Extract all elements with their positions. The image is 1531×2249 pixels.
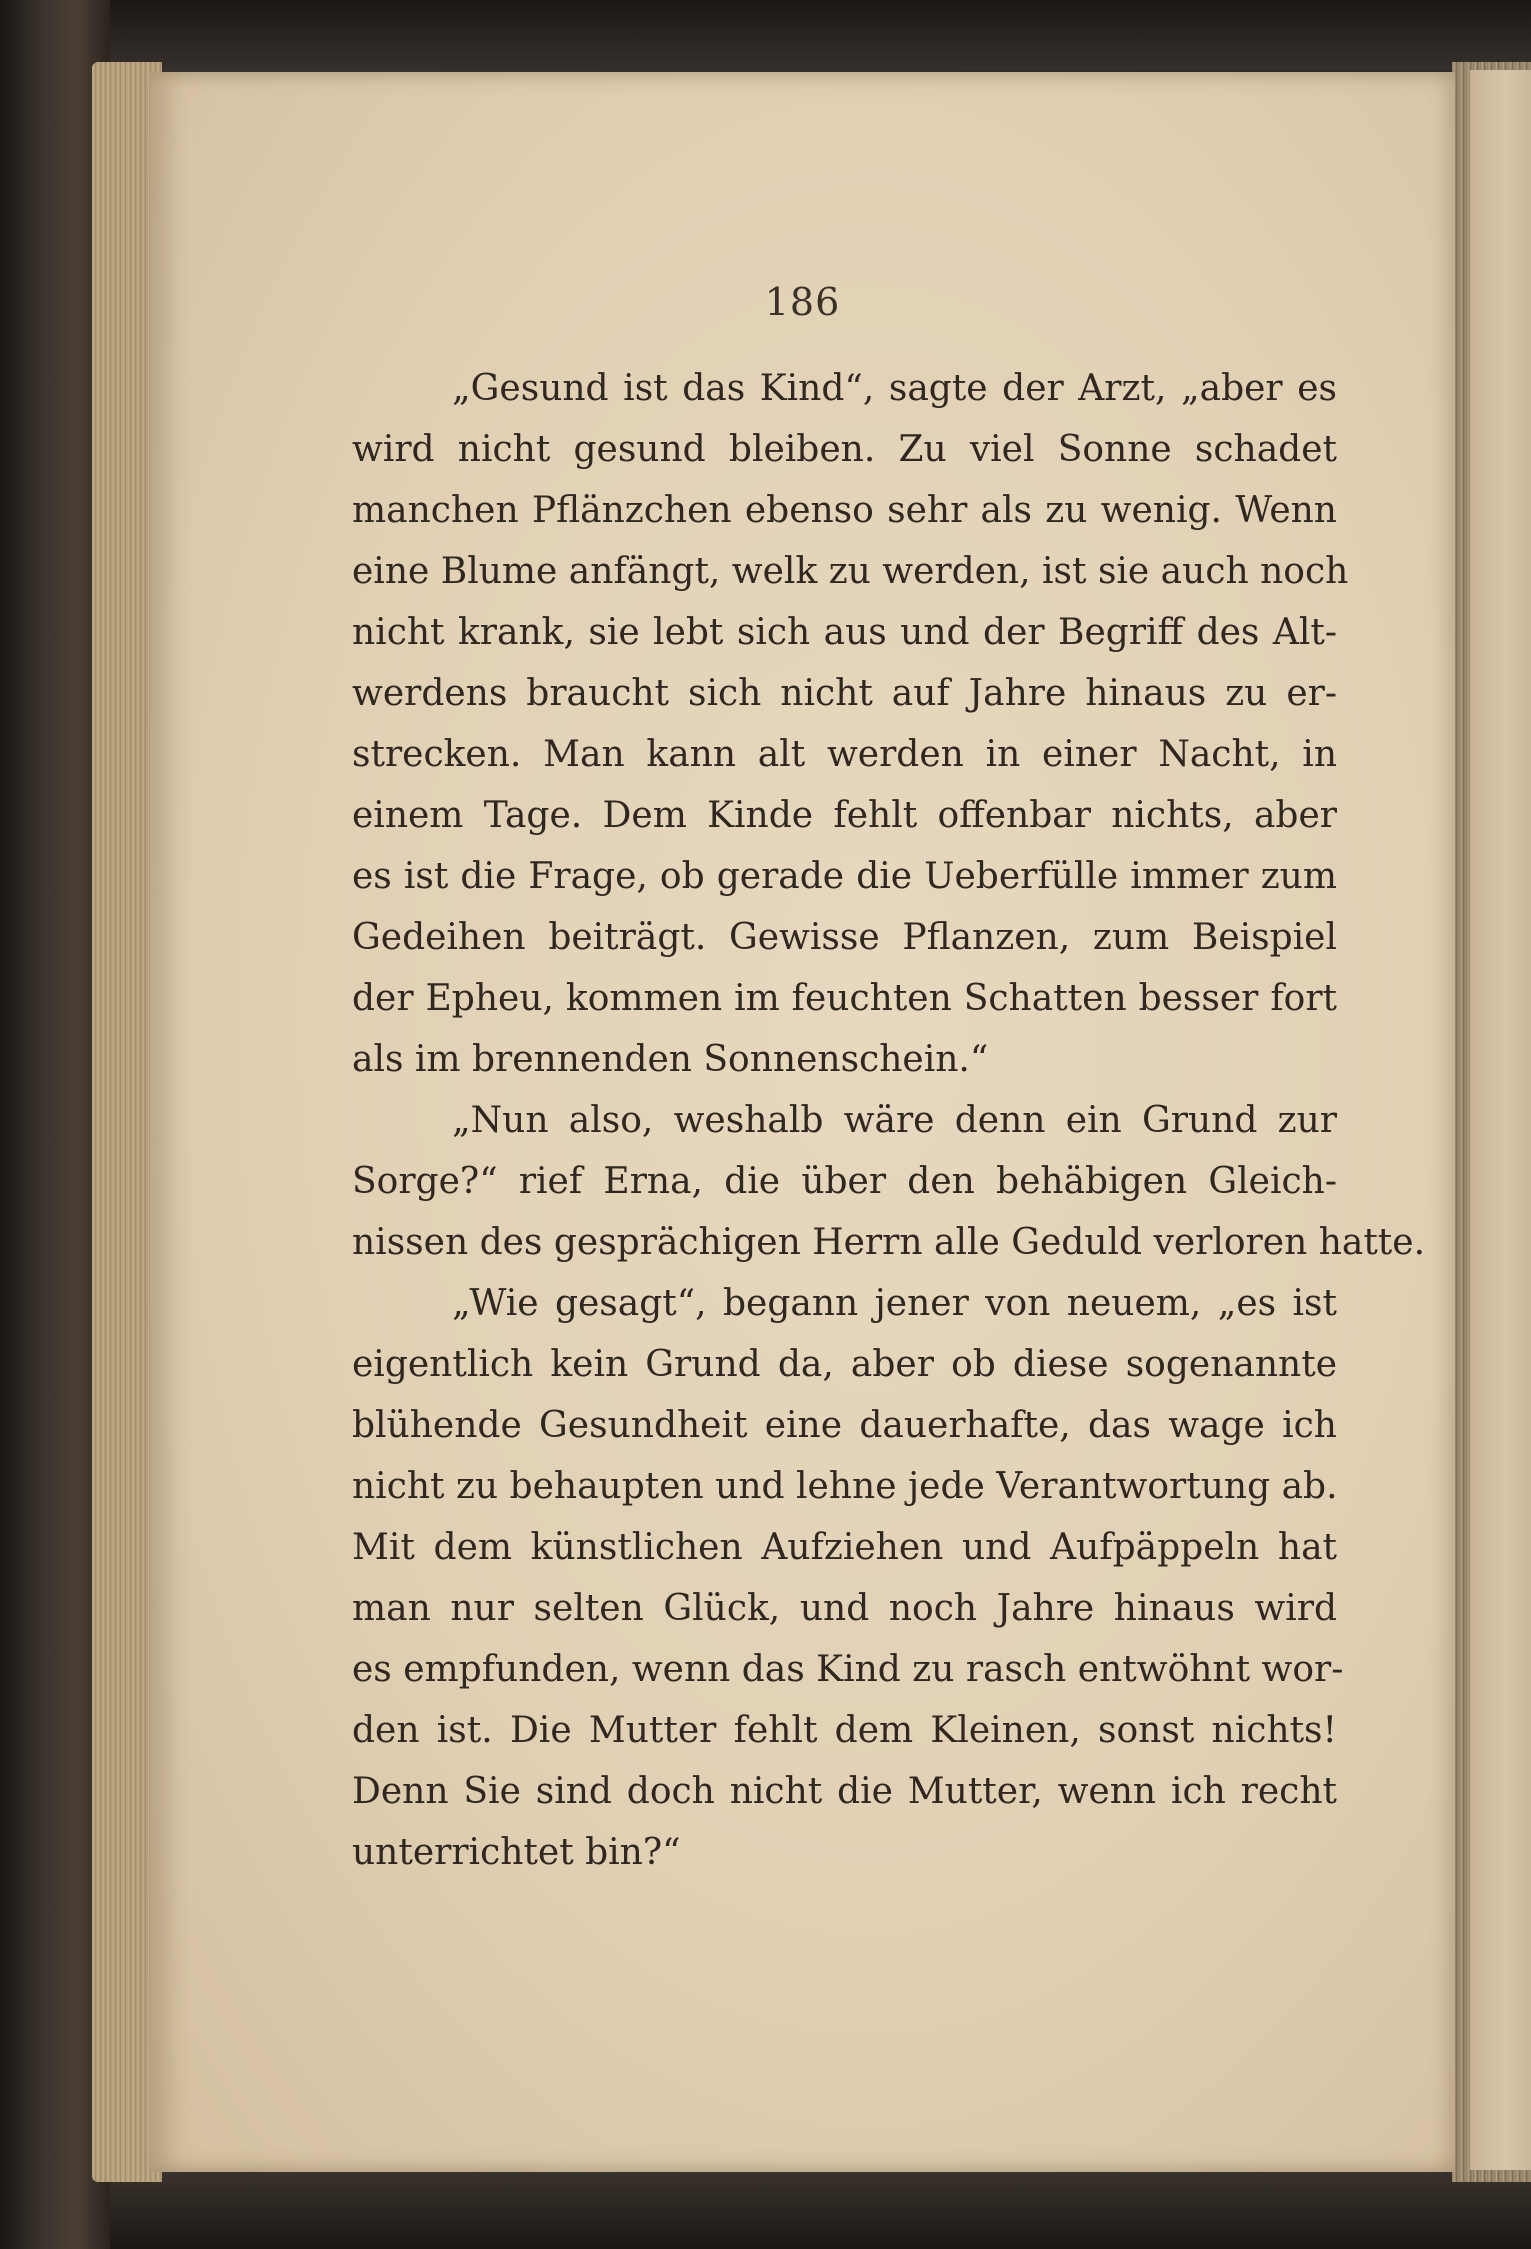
text-line: Denn Sie sind doch nicht die Mutter, wenn ich recht — [352, 1771, 1337, 1812]
text-line: nicht zu behaupten und lehne jede Verantwortung ab. — [352, 1466, 1338, 1507]
text-line: es ist die Frage, ob gerade die Ueberfülle immer zum — [352, 856, 1337, 897]
text-line: es empfunden, wenn das Kind zu rasch entwöhnt wor- — [352, 1649, 1344, 1690]
text-line: manchen Pflänzchen ebenso sehr als zu wenig. Wenn — [352, 490, 1337, 531]
text-line: der Epheu, kommen im feuchten Schatten besser fort — [352, 978, 1337, 1019]
text-line: einem Tage. Dem Kinde fehlt offenbar nichts, aber — [352, 795, 1337, 836]
text-line: „Gesund ist das Kind“, sagte der Arzt, „aber es — [452, 368, 1337, 409]
text-line: wird nicht gesund bleiben. Zu viel Sonne schadet — [352, 429, 1337, 470]
text-line: Gedeihen beiträgt. Gewisse Pflanzen, zum Beispiel — [352, 917, 1337, 958]
page-number: 186 — [764, 280, 841, 324]
text-line: als im brennenden Sonnenschein.“ — [352, 1039, 989, 1080]
text-line: nissen des gesprächigen Herrn alle Geduld verloren hatte. — [352, 1222, 1426, 1263]
text-line: „Wie gesagt“, begann jener von neuem, „es ist — [452, 1283, 1337, 1324]
text-line: strecken. Man kann alt werden in einer Nacht, in — [352, 734, 1337, 775]
page-body-text — [352, 358, 1426, 1883]
text-line: eigentlich kein Grund da, aber ob diese sogenannte — [352, 1344, 1337, 1385]
facing-page-sliver — [1470, 70, 1531, 2170]
text-line: blühende Gesundheit eine dauerhafte, das wage ich — [352, 1405, 1337, 1446]
text-line: eine Blume anfängt, welk zu werden, ist sie auch noch — [352, 551, 1349, 592]
text-line: Mit dem künstlichen Aufziehen und Aufpäppeln hat — [352, 1527, 1337, 1568]
book-cover-top — [0, 0, 1531, 70]
text-line: nicht krank, sie lebt sich aus und der Begriff des Alt- — [352, 612, 1337, 653]
text-line: den ist. Die Mutter fehlt dem Kleinen, sonst nichts! — [352, 1710, 1337, 1751]
book-cover-bottom — [0, 2170, 1531, 2249]
text-line: werdens braucht sich nicht auf Jahre hinaus zu er- — [352, 673, 1337, 714]
text-line: Sorge?“ rief Erna, die über den behäbigen Gleich- — [352, 1161, 1337, 1202]
text-line: man nur selten Glück, und noch Jahre hinaus wird — [352, 1588, 1337, 1629]
text-line: unterrichtet bin?“ — [352, 1832, 681, 1873]
text-line: „Nun also, weshalb wäre denn ein Grund zur — [452, 1100, 1337, 1141]
